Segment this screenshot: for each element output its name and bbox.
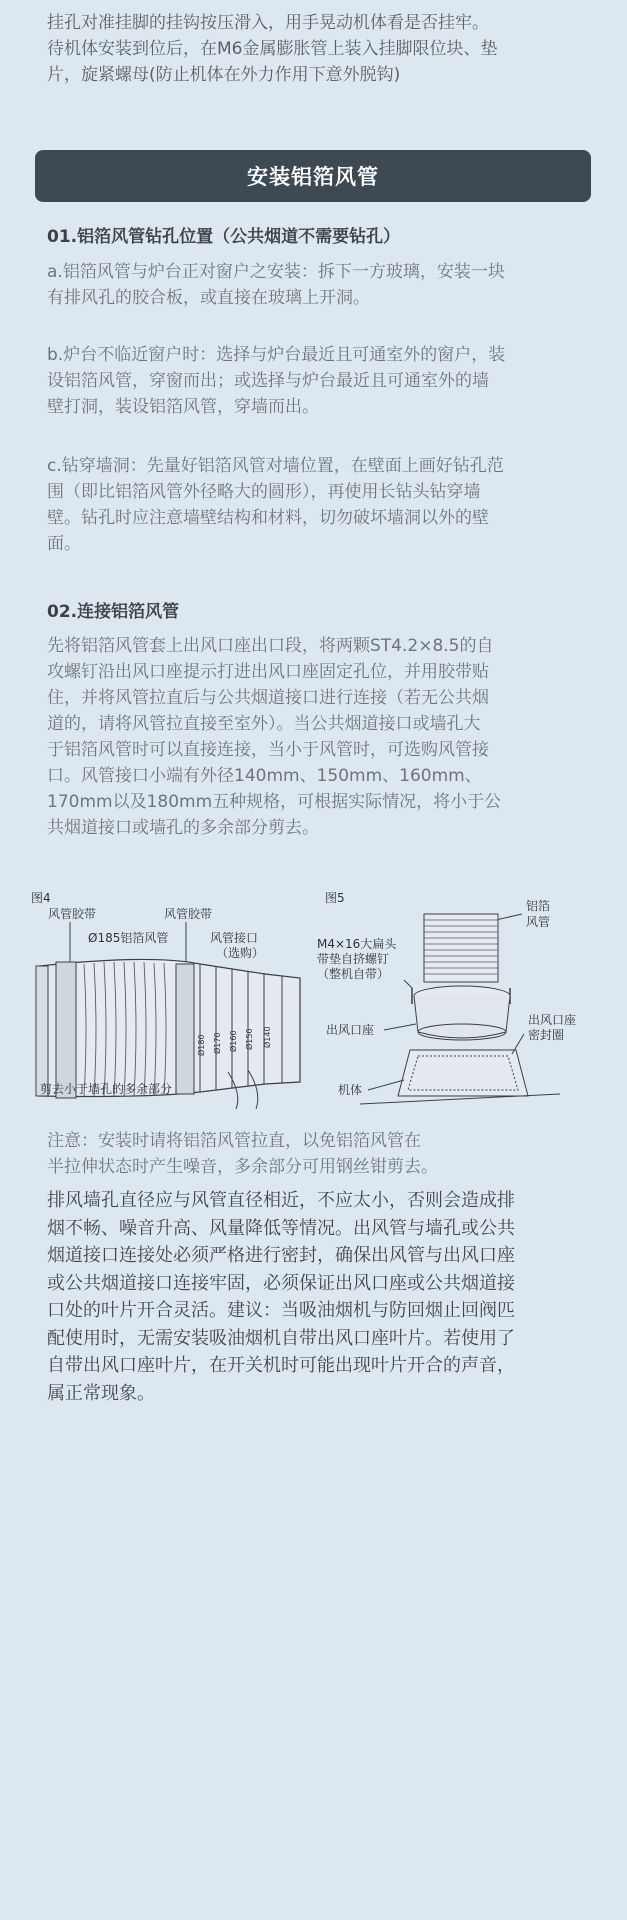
figure5-seal-label-1: 出风口座 bbox=[528, 1013, 577, 1027]
figure5-seal-label-2: 密封圈 bbox=[528, 1028, 565, 1042]
figure5-outlet-label: 出风口座 bbox=[326, 1023, 375, 1037]
figure5-foil-label-1: 铝箔 bbox=[526, 899, 551, 913]
figure-5 bbox=[317, 891, 576, 1104]
section-title-banner: 安装铝箔风管 bbox=[35, 150, 591, 202]
section1-para-b: b.炉台不临近窗户时：选择与炉台最近且可通室外的窗户，装 设铝箔风管，穿窗而出；或选择与炉台最近且可通室外的墙 壁打洞，装设铝箔风管，穿墙而出。 bbox=[47, 345, 506, 417]
figure-4 bbox=[31, 891, 300, 1109]
section2-heading: 02.连接铝箔风管 bbox=[47, 602, 180, 622]
closing-paragraph: 排风墙孔直径应与风管直径相近，不应太小，否则会造成排 烟不畅、噪音升高、风量降低等情况。出风管与墙孔或公共 烟道接口连接处必须严格进行密封，确保出风管与出风口座 或公共烟道接口连接牢固，必须保证出风口座或公共烟道接 口处的叶片开合灵活。建议：当吸油烟机与防回烟止回阀匹 配使用时，无需安装吸油烟机自带出风口座叶片。若使用了 自带出风口座叶片，在开关机时可能出现叶片开合的声音， 属正常现象。 bbox=[47, 1190, 515, 1404]
figure4-tape-right: 风管胶带 bbox=[164, 907, 213, 921]
figure5-body-label: 机体 bbox=[338, 1083, 363, 1097]
section1-heading: 01.铝箔风管钻孔位置（公共烟道不需要钻孔） bbox=[47, 227, 401, 247]
figure4-label: 图4 bbox=[31, 891, 51, 905]
ring-label-150: Ø150 bbox=[245, 1028, 254, 1050]
installation-note: 注意：安装时请将铝箔风管拉直，以免铝箔风管在 半拉伸状态时产生噪音，多余部分可用钢丝钳剪去。 bbox=[47, 1131, 438, 1177]
ring-label-180: Ø180 bbox=[197, 1034, 206, 1056]
figure5-screw-label-2: 带垫自挤螺钉 bbox=[317, 952, 390, 966]
figure5-screw-label-3: （整机自带） bbox=[317, 967, 390, 981]
ring-label-140: Ø140 bbox=[263, 1026, 272, 1048]
ring-label-160: Ø160 bbox=[229, 1030, 238, 1052]
section1-para-c: c.钻穿墙洞：先量好铝箔风管对墙位置，在壁面上画好钻孔范 围（即比铝箔风管外径略大的圆形），再使用长钻头钻穿墙 壁。钻孔时应注意墙壁结构和材料，切勿破坏墙洞以外的壁 面。 bbox=[47, 456, 504, 554]
ring-label-170: Ø170 bbox=[213, 1032, 222, 1054]
figure4-tape-left: 风管胶带 bbox=[48, 907, 97, 921]
figure5-foil-label-2: 风管 bbox=[526, 915, 551, 929]
figure4-connector-label-2: （选购） bbox=[216, 946, 265, 960]
figure5-screw-label-1: M4×16大扁头 bbox=[317, 937, 397, 951]
figure4-diameter-label: Ø185铝箔风管 bbox=[88, 931, 169, 945]
installation-figures bbox=[0, 884, 627, 1124]
section2-body: 先将铝箔风管套上出风口座出口段，将两颗ST4.2×8.5的自 攻螺钉沿出风口座提示打进出风口座固定孔位，并用胶带贴 住，并将风管拉直后与公共烟道接口进行连接（若无公共烟 道的，请将风管拉直接至室外）。当公共烟道接口或墙孔大 于铝箔风管时可以直接连接，当小于风管时，可选购风管接 口。风管接口小端有外径140mm、150mm、160mm、 170mm以及180mm五种规格，可根据实际情况，将小于公 共烟道接口或墙孔的多余部分剪去。 bbox=[47, 636, 502, 838]
section1-para-a: a.铝箔风管与炉台正对窗户之安装：拆下一方玻璃，安装一块 有排风孔的胶合板，或直接在玻璃上开洞。 bbox=[47, 262, 505, 308]
figure4-cut-note: 剪去小于墙孔的多余部分 bbox=[40, 1082, 173, 1096]
figure4-connector-label-1: 风管接口 bbox=[210, 931, 259, 945]
intro-paragraph: 挂孔对准挂脚的挂钩按压滑入，用手晃动机体看是否挂牢。 待机体安装到位后，在M6金属膨胀管上装入挂脚限位块、垫 片，旋紧螺母(防止机体在外力作用下意外脱钩) bbox=[47, 13, 498, 85]
figure5-label: 图5 bbox=[325, 891, 345, 905]
